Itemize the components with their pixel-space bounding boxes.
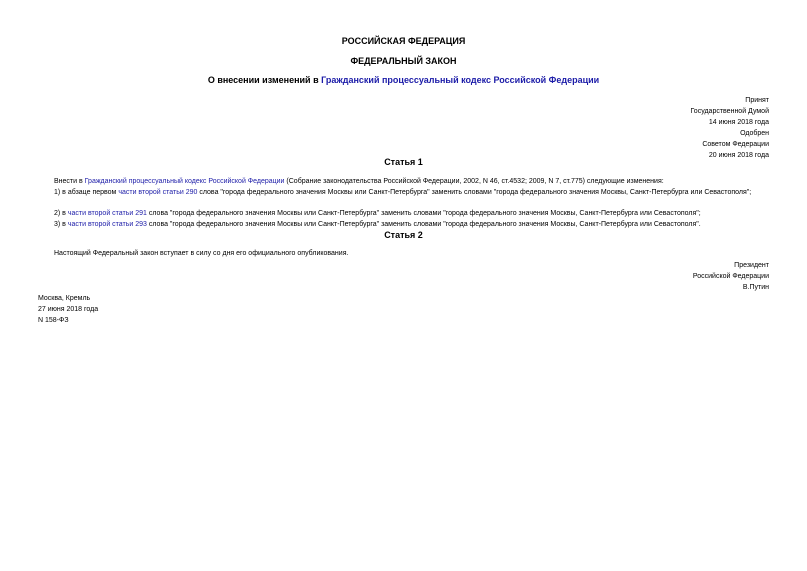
article1-item2: 2) в части второй статьи 291 слова "города федерального значения Москвы или Санкт-Петербурга" заменить словами "города федерального значения Москвы, Санкт-Петербурга или Севастополя"; [54, 210, 701, 217]
signature-name: В.Путин [742, 284, 769, 291]
signing-place: Москва, Кремль [38, 295, 91, 302]
article-291-link[interactable]: части второй статьи 291 [67, 210, 147, 217]
law-number: N 158-ФЗ [38, 317, 69, 324]
law-title [38, 75, 769, 86]
approved-by: Советом Федерации [702, 141, 769, 148]
signing-date: 27 июня 2018 года [38, 306, 99, 313]
civil-procedure-code-link-2[interactable]: Гражданский процессуальный кодекс Российской Федерации [84, 178, 285, 185]
law-type-heading: ФЕДЕРАЛЬНЫЙ ЗАКОН [350, 56, 457, 66]
civil-procedure-code-link[interactable]: Гражданский процессуальный кодекс Российской Федерации [321, 75, 600, 85]
adoption-block [690, 95, 769, 161]
law-title-prefix: О внесении изменений в [207, 75, 322, 85]
signature-block [693, 260, 769, 293]
signature-title: Президент [734, 262, 769, 269]
approved-date: 20 июня 2018 года [708, 152, 769, 159]
article2-text: Настоящий Федеральный закон вступает в силу со дня его официального опубликования. [54, 250, 349, 257]
article1-heading: Статья 1 [384, 157, 423, 167]
document-page [38, 0, 769, 571]
adopted-label: Принят [745, 97, 769, 104]
article1-item3: 3) в части второй статьи 293 слова "города федерального значения Москвы или Санкт-Петербурга" заменить словами "города федерального значения Москвы, Санкт-Петербурга или Севастополя". [54, 221, 701, 228]
adopted-date: 14 июня 2018 года [708, 119, 769, 126]
country-heading: РОССИЙСКАЯ ФЕДЕРАЦИЯ [341, 36, 466, 46]
article-293-link[interactable]: части второй статьи 293 [67, 221, 147, 228]
approved-label: Одобрен [740, 130, 769, 137]
article2-heading: Статья 2 [384, 230, 423, 240]
signature-country: Российской Федерации [692, 273, 769, 280]
article1-intro: Внести в Гражданский процессуальный кодекс Российской Федерации (Собрание законодательства Российской Федерации, 2002, N 46, ст.4532; 2009, N 7, ст.775) следующие изменения: [54, 178, 664, 185]
adopted-by: Государственной Думой [690, 108, 769, 115]
article1-item1: 1) в абзаце первом части второй статьи 290 слова "города федерального значения Москвы или Санкт-Петербурга" заменить словами "города федерального значения Москвы, Санкт-Петербурга или Севастополя"; [54, 189, 752, 196]
footer-block [38, 293, 98, 326]
article-290-link[interactable]: части второй статьи 290 [118, 189, 198, 196]
